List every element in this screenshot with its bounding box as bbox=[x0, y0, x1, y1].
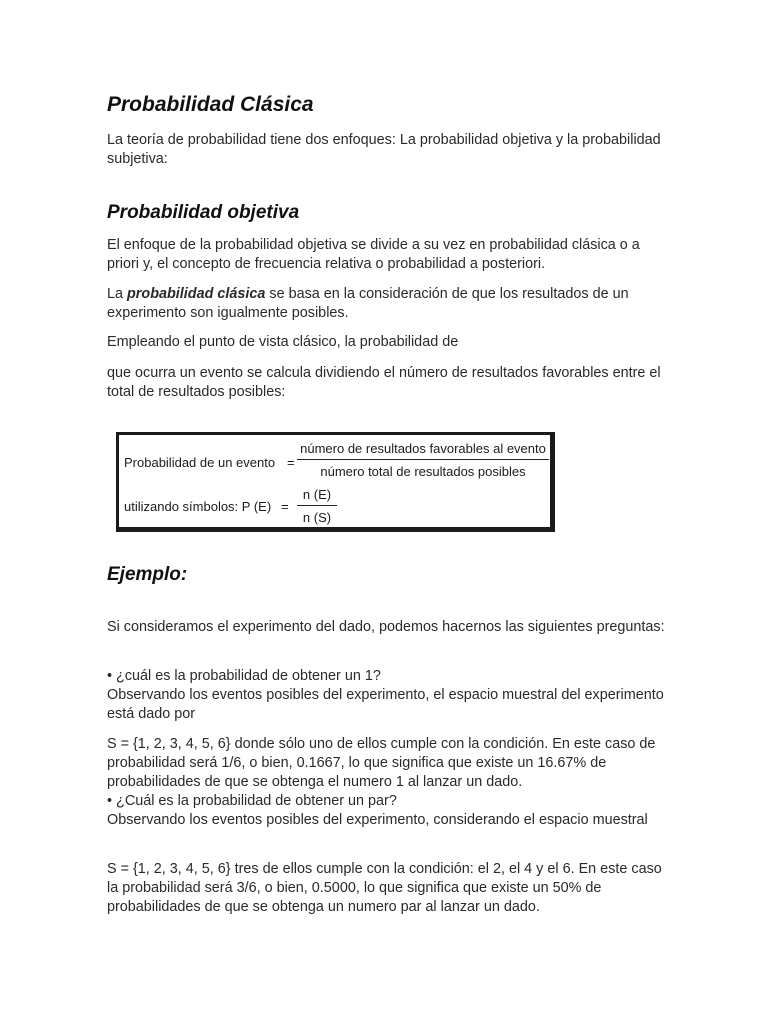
objetiva-p2-prefix: La bbox=[107, 286, 128, 302]
objetiva-p2-suffix: se basa en la consideración de que los resultados de un experimento son igualmente posibles. bbox=[107, 286, 629, 321]
probabilidad-clasica-term: probabilidad clásica bbox=[127, 286, 266, 302]
answer-2: S = {1, 2, 3, 4, 5, 6} tres de ellos cumple con la condición: el 2, el 4 y el 6. En este caso la probabilidad será 3/6, o bien, 0.5000, lo que significa que existe un 50% de probabilidades de que se obtenga un numero par al lanzar un dado. bbox=[107, 861, 662, 915]
formula-row1-label: Probabilidad de un evento bbox=[124, 455, 276, 470]
formula-row2-fraction bbox=[297, 487, 337, 525]
formula-row1-numerator: número de resultados favorables al evento bbox=[297, 441, 549, 460]
objetiva-paragraph-1: El enfoque de la probabilidad objetiva se divide a su vez en probabilidad clásica o a priori y, el concepto de frecuencia relativa o probabilidad a posteriori. bbox=[107, 237, 640, 272]
page-title: Probabilidad Clásica bbox=[107, 93, 314, 116]
probability-formula-box bbox=[116, 432, 555, 532]
formula-row2-label: utilizando símbolos: P (E) bbox=[124, 499, 272, 514]
objetiva-paragraph-3: Empleando el punto de vista clásico, la probabilidad de bbox=[107, 334, 459, 350]
section-heading-ejemplo: Ejemplo: bbox=[107, 564, 188, 585]
question-1: • ¿cuál es la probabilidad de obtener un 1? bbox=[107, 668, 381, 684]
question-2-observation: Observando los eventos posibles del experimento, considerando el espacio muestral bbox=[107, 812, 648, 828]
question-2: • ¿Cuál es la probabilidad de obtener un par? bbox=[107, 793, 397, 809]
formula-row2-equals: = bbox=[281, 499, 289, 514]
formula-row1-equals: = bbox=[287, 455, 295, 470]
section-heading-objetiva: Probabilidad objetiva bbox=[107, 202, 300, 223]
intro-paragraph: La teoría de probabilidad tiene dos enfoques: La probabilidad objetiva y la probabilidad subjetiva: bbox=[107, 132, 661, 167]
formula-row1-fraction bbox=[297, 441, 549, 479]
answer-1: S = {1, 2, 3, 4, 5, 6} donde sólo uno de ellos cumple con la condición. En este caso de probabilidad será 1/6, o bien, 0.1667, lo que significa que existe un 16.67% de probabilidades de que se obtenga el numero 1 al lanzar un dado. bbox=[107, 736, 656, 790]
formula-row2-denominator: n (S) bbox=[302, 510, 332, 525]
question-1-observation: Observando los eventos posibles del experimento, el espacio muestral del experimento está dado por bbox=[107, 687, 664, 722]
formula-row1-denominator: número total de resultados posibles bbox=[320, 464, 526, 479]
objetiva-paragraph-4: que ocurra un evento se calcula dividiendo el número de resultados favorables entre el total de resultados posibles: bbox=[107, 365, 661, 400]
ejemplo-paragraph-1: Si consideramos el experimento del dado, podemos hacernos las siguientes preguntas: bbox=[107, 619, 665, 635]
formula-row2-numerator: n (E) bbox=[297, 487, 337, 506]
objetiva-paragraph-2 bbox=[107, 285, 667, 323]
